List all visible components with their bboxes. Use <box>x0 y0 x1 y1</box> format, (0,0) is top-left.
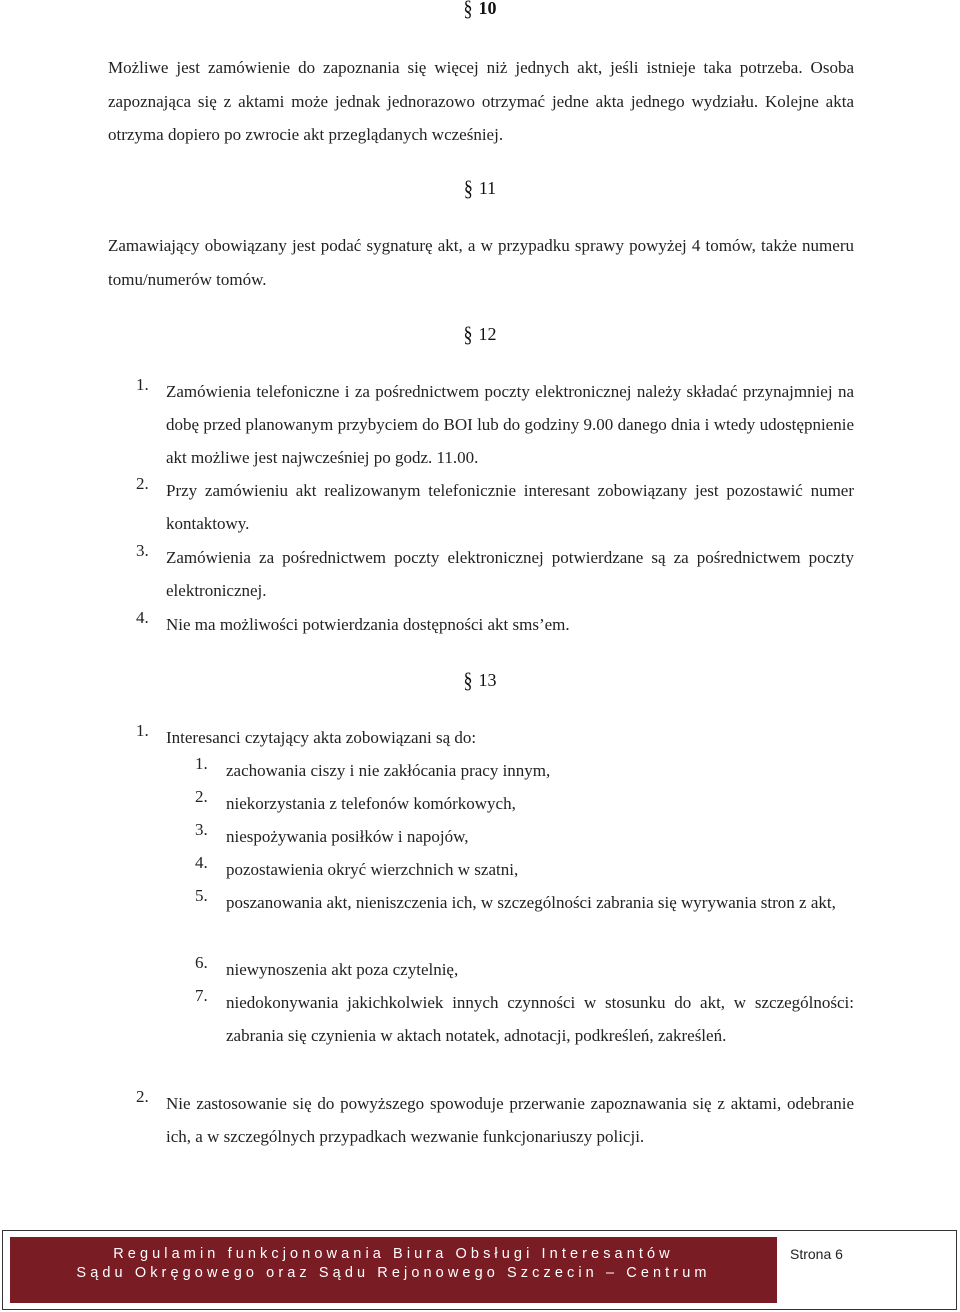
section-symbol: § <box>463 0 473 21</box>
list-item-number: 1. <box>136 721 149 740</box>
section-symbol: § <box>463 321 473 347</box>
section-heading-11 <box>0 175 960 201</box>
page-number: Strona 6 <box>790 1246 843 1262</box>
list-item-text: Nie zastosowanie się do powyższego spowoduje przerwanie zapoznawania się z aktami, odebranie ich, a w szczególnych przypadkach wezwanie funkcjonariuszy policji. <box>166 1094 854 1146</box>
section-number: 12 <box>478 324 497 344</box>
sub-list-item-text: zachowania ciszy i nie zakłócania pracy innym, <box>226 761 551 780</box>
list-item-text: Zamówienia za pośrednictwem poczty elektronicznej potwierdzane są za pośrednictwem poczty elektronicznej. <box>166 548 854 600</box>
list-item-number: 2. <box>136 1087 149 1106</box>
footer-line-2: Sądu Okręgowego oraz Sądu Rejonowego Szczecin – Centrum <box>76 1265 711 1281</box>
sub-list-item-number: 4. <box>195 853 208 872</box>
section-symbol: § <box>463 175 473 201</box>
list-item-text: Przy zamówieniu akt realizowanym telefonicznie interesant zobowiązany jest pozostawić numer kontaktowy. <box>166 481 854 533</box>
sub-list-item-number: 5. <box>195 886 208 905</box>
section-symbol: § <box>463 667 473 693</box>
sub-list-item-number: 2. <box>195 787 208 806</box>
sub-list-item-number: 1. <box>195 754 208 773</box>
list-item-text: Interesanci czytający akta zobowiązani są do: <box>166 728 477 747</box>
sub-list-item-number: 6. <box>195 953 208 972</box>
sub-list-item-text: niekorzystania z telefonów komórkowych, <box>226 794 516 813</box>
section-number: 11 <box>478 178 497 198</box>
list-item-text: Zamówienia telefoniczne i za pośrednictwem poczty elektronicznej należy składać przynajmniej na dobę przed planowanym przybyciem do BOI lub do godziny 9.00 danego dnia i wtedy udostępnienie akt możliwe jest najwcześniej po godz. 11.00. <box>166 382 854 467</box>
section-heading-12 <box>0 321 960 347</box>
sub-list-item-number: 7. <box>195 986 208 1005</box>
sub-list-item-text: niewynoszenia akt poza czytelnię, <box>226 960 459 979</box>
section-number: 10 <box>478 0 497 18</box>
section-heading-13 <box>0 667 960 693</box>
sub-list-item-text: niespożywania posiłków i napojów, <box>226 827 469 846</box>
section-10-text: Możliwe jest zamówienie do zapoznania się więcej niż jednych akt, jeśli istnieje taka potrzeba. Osoba zapoznająca się z aktami może jednak jednorazowo otrzymać jedne akta jednego wydziału. Kolejne akta otrzyma dopiero po zwrocie akt przeglądanych wcześniej. <box>108 58 854 144</box>
list-item-number: 3. <box>136 541 149 560</box>
sub-list-item-text: pozostawienia okryć wierzchnich w szatni, <box>226 860 519 879</box>
section-heading-10 <box>0 0 960 21</box>
list-item-number: 1. <box>136 375 149 394</box>
sub-list-item-text: poszanowania akt, nieniszczenia ich, w szczególności zabrania się wyrywania stron z akt, <box>226 893 836 912</box>
list-item-number: 2. <box>136 474 149 493</box>
sub-list-item-number: 3. <box>195 820 208 839</box>
list-item-number: 4. <box>136 608 149 627</box>
list-item-text: Nie ma możliwości potwierdzania dostępności akt sms’em. <box>166 615 570 634</box>
section-11-text: Zamawiający obowiązany jest podać sygnaturę akt, a w przypadku sprawy powyżej 4 tomów, także numeru tomu/numerów tomów. <box>108 236 854 289</box>
sub-list-item-text: niedokonywania jakichkolwiek innych czynności w stosunku do akt, w szczególności: zabrania się czynienia w aktach notatek, adnotacji, podkreśleń, zakreśleń. <box>226 993 854 1045</box>
section-number: 13 <box>478 670 497 690</box>
footer-line-1: Regulamin funkcjonowania Biura Obsługi Interesantów <box>113 1246 674 1262</box>
